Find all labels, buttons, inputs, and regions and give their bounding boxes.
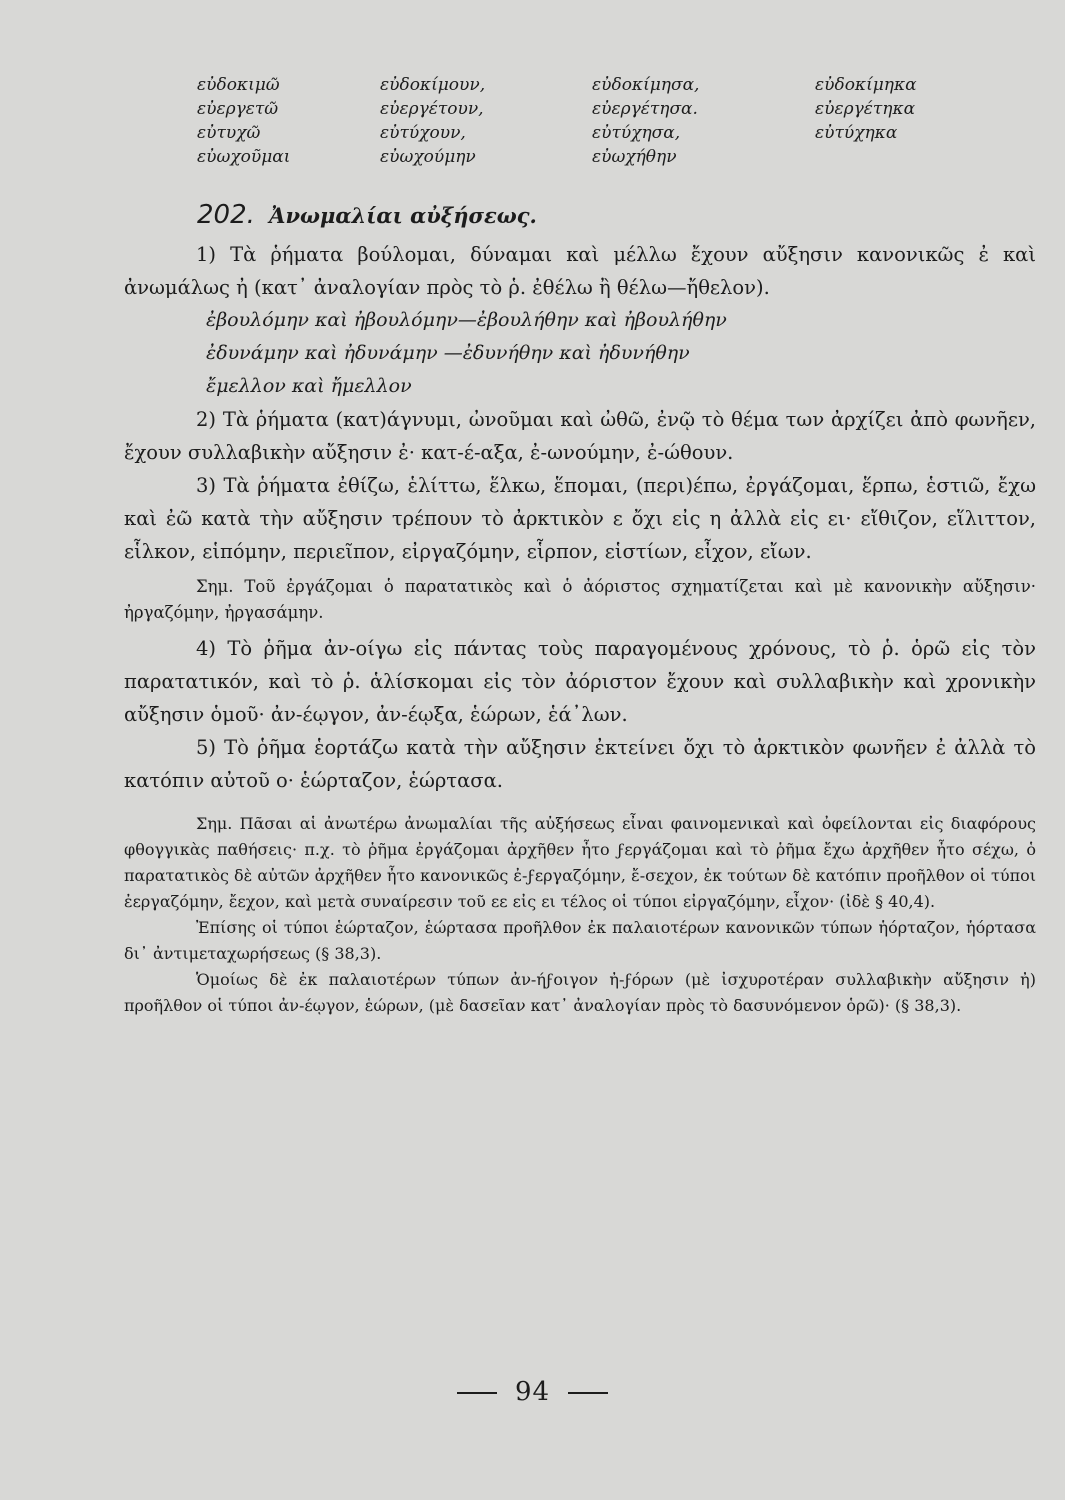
document-body — [124, 238, 1036, 1019]
conjugation-cell: εὐτύχουν, — [380, 123, 466, 143]
conjugation-row — [197, 123, 997, 147]
form-line: ἐδυνάμην καὶ ἠδυνάμην —ἐδυνήθην καὶ ἠδυνήθην — [206, 342, 690, 364]
conjugation-cell: εὐεργετῶ — [197, 99, 279, 119]
form-line: ἐβουλόμην καὶ ἠβουλόμην—ἐβουλήθην καὶ ἠβουλήθην — [206, 309, 727, 331]
section-heading — [197, 200, 537, 230]
conjugation-cell: εὐτυχῶ — [197, 123, 261, 143]
conjugation-row — [197, 75, 997, 99]
conjugation-cell: εὐτύχηκα — [815, 123, 898, 143]
paragraph-5: 5) Τὸ ῥῆμα ἑορτάζω κατὰ τὴν αὔξησιν ἐκτείνει ὄχι τὸ ἀρκτικὸν φωνῆεν ἐ ἀλλὰ τὸ κατόπιν αὐτοῦ ο· ἑώρταζον, ἑώρτασα. — [124, 736, 1036, 792]
conjugation-cell: εὐδοκίμηκα — [815, 75, 917, 95]
conjugation-table — [197, 75, 997, 171]
conjugation-cell: εὐδοκίμουν, — [380, 75, 486, 95]
folio-dash — [457, 1392, 497, 1394]
page-number — [0, 1377, 1065, 1407]
conjugation-cell: εὐτύχησα, — [592, 123, 681, 143]
conjugation-cell: εὐεργέτησα. — [592, 99, 698, 119]
note-1: Σημ. Τοῦ ἐργάζομαι ὁ παρατατικὸς καὶ ὁ ἀόριστος σχηματίζεται καὶ μὲ κανονικὴν αὔξησιν· ἠργαζόμην, ἠργασάμην. — [124, 577, 1036, 622]
conjugation-cell: εὐεργέτουν, — [380, 99, 484, 119]
conjugation-cell: εὐωχούμην — [380, 147, 476, 167]
note-2: Σημ. Πᾶσαι αἱ ἀνωτέρω ἀνωμαλίαι τῆς αὐξήσεως εἶναι φαινομενικαὶ καὶ ὀφείλονται εἰς διαφόρους φθογγικὰς παθήσεις· π.χ. τὸ ῥῆμα ἐργάζομαι ἀρχῆθεν ἦτο ϝεργάζομαι καὶ τὸ ῥῆμα ἔχω ἀρχῆθεν ἦτο σέχω, ὁ παρατατικὸς δὲ αὐτῶν ἀρχῆθεν ἦτο κανονικῶς ἐ-ϝεργαζόμην, ἔ-σεχον, ἐκ τούτων δὲ κατόπιν προῆλθον οἱ τύποι ἐεργαζόμην, ἔεχον, καὶ μετὰ συναίρεσιν τοῦ εε εἰς ει τέλος οἱ τύποι εἰργαζόμην, εἶχον· (ἰδὲ § 40,4). — [124, 814, 1036, 911]
conjugation-cell: εὐδοκίμησα, — [592, 75, 700, 95]
section-title: Ἀνωμαλίαι αὐξήσεως. — [269, 203, 537, 228]
conjugation-row — [197, 147, 997, 171]
folio-dash — [568, 1392, 608, 1394]
conjugation-cell: εὐωχήθην — [592, 147, 677, 167]
note-4: Ὁμοίως δὲ ἐκ παλαιοτέρων τύπων ἀν-ήϝοιγον ἠ-ϝόρων (μὲ ἰσχυροτέραν συλλαβικὴν αὔξησιν ἠ) προῆλθον οἱ τύποι ἀν-έῳγον, ἑώρων, (μὲ δασεῖαν κατ᾿ ἀναλογίαν πρὸς τὸ δασυνόμενον ὁρῶ)· (§ 38,3). — [124, 970, 1036, 1015]
conjugation-row — [197, 99, 997, 123]
conjugation-cell: εὐεργέτηκα — [815, 99, 916, 119]
page-number-text: 94 — [514, 1377, 551, 1407]
paragraph-4: 4) Τὸ ῥῆμα ἀν-οίγω εἰς πάντας τοὺς παραγομένους χρόνους, τὸ ῥ. ὁρῶ εἰς τὸν παρατατικόν, καὶ τὸ ῥ. ἁλίσκομαι εἰς τὸν ἀόριστον ἔχουν καὶ συλλαβικὴν καὶ χρονικὴν αὔξησιν ὁμοῦ· ἀν-έῳγον, ἀν-έῳξα, ἑώρων, ἑά᾿λων. — [124, 637, 1036, 726]
section-number: 202. — [197, 200, 255, 230]
paragraph-1: 1) Τὰ ῥήματα βούλομαι, δύναμαι καὶ μέλλω ἔχουν αὔξησιν κανονικῶς ἐ καὶ ἀνωμάλως ἠ (κατ᾿ ἀναλογίαν πρὸς τὸ ῥ. ἐθέλω ἢ θέλω—ἤθελον). — [124, 243, 1036, 299]
form-line: ἔμελλον καὶ ἤμελλον — [206, 375, 412, 397]
conjugation-cell: εὐωχοῦμαι — [197, 147, 291, 167]
conjugation-cell: εὐδοκιμῶ — [197, 75, 280, 95]
paragraph-3: 3) Τὰ ῥήματα ἐθίζω, ἑλίττω, ἕλκω, ἕπομαι, (περι)έπω, ἐργάζομαι, ἕρπω, ἑστιῶ, ἔχω καὶ ἐῶ κατὰ τὴν αὔξησιν τρέπουν τὸ ἀρκτικὸν ε ὄχι εἰς η ἀλλὰ εἰς ει· εἴθιζον, εἵλιττον, εἷλκον, εἱπόμην, περιεῖπον, εἰργαζόμην, εἷρπον, εἱστίων, εἶχον, εἴων. — [124, 474, 1036, 563]
note-3: Ἐπίσης οἱ τύποι ἑώρταζον, ἑώρτασα προῆλθον ἐκ παλαιοτέρων κανονικῶν τύπων ἡόρταζον, ἡόρτασα δι᾿ ἀντιμεταχωρήσεως (§ 38,3). — [124, 918, 1036, 963]
paragraph-2: 2) Τὰ ῥήματα (κατ)άγνυμι, ὠνοῦμαι καὶ ὠθῶ, ἐνῷ τὸ θέμα των ἀρχίζει ἀπὸ φωνῆεν, ἔχουν συλλαβικὴν αὔξησιν ἐ· κατ-έ-αξα, ἐ-ωνούμην, ἐ-ώθουν. — [124, 408, 1036, 464]
